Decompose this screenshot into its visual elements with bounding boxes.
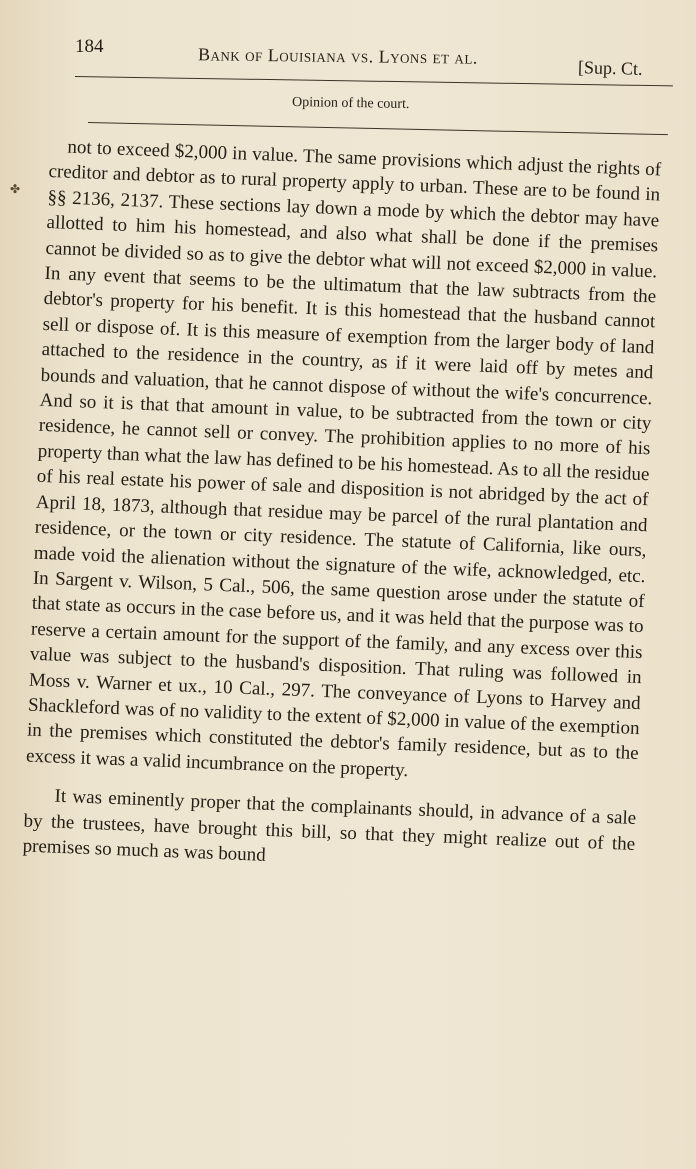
page-header (0, 0, 696, 113)
section-rule (88, 122, 668, 135)
section-label: Opinion of the court. (291, 94, 410, 113)
running-title: Bank of Louisiana vs. Lyons et al. (197, 44, 478, 68)
margin-mark: ✤ (10, 182, 21, 196)
page-number: 184 (75, 36, 104, 57)
court-abbreviation: [Sup. Ct. (577, 57, 643, 79)
paragraph: It was eminently proper that the complainants should, in advance of a sale by the trustees, have brought this bill, so that they might realize out of the premises so much as was bound (22, 785, 637, 866)
paragraph: not to exceed $2,000 in value. The same provisions which adjust the rights of creditor and debtor as to rural property apply to urban. These are to be found in §§ 2136, 2137. These sections lay down a mode by which the debtor may have allotted to him his homestead, and also what shall be done if the premises cannot be divided so as to give the debtor what will not exceed $2,000 in value. In any event that seems to be the ultimatum that the law subtracts from the debtor's property for his benefit. It is this homestead that the husband cannot sell or dispose of. It is this measure of exemption from the larger body of land attached to the residence in the country, as if it were laid off by metes and bounds and valuation, that he cannot dispose of without the wife's concurrence. And so it is that that amount in value, to be subtracted from the town or city residence, he cannot sell or convey. The prohibition applies to no more of his property than what the law has defined to be his homestead. As to all the residue of his real estate his power of sale and disposition is not abridged by the act of April 18, 1873, although that residue may be parcel of the rural plantation and residence, or the town or city residence. The statute of California, like ours, made void the alienation without the signature of the wife, acknowledged, etc. In Sargent v. Wilson, 5 Cal., 506, the same question arose under the statute of that state as occurs in the case before us, and it was held that the purpose was to reserve a certain amount for the support of the family, and any excess over this value was subject to the husband's disposition. That ruling was followed in Moss v. Warner et ux., 10 Cal., 297. The conveyance of Lyons to Harvey and Shackleford was of no validity to the extent of $2,000 in value of the exemption in the premises which constituted the debtor's family residence, but as to the excess it was a valid incumbrance on the property. (25, 136, 662, 781)
opinion-text (22, 134, 661, 882)
